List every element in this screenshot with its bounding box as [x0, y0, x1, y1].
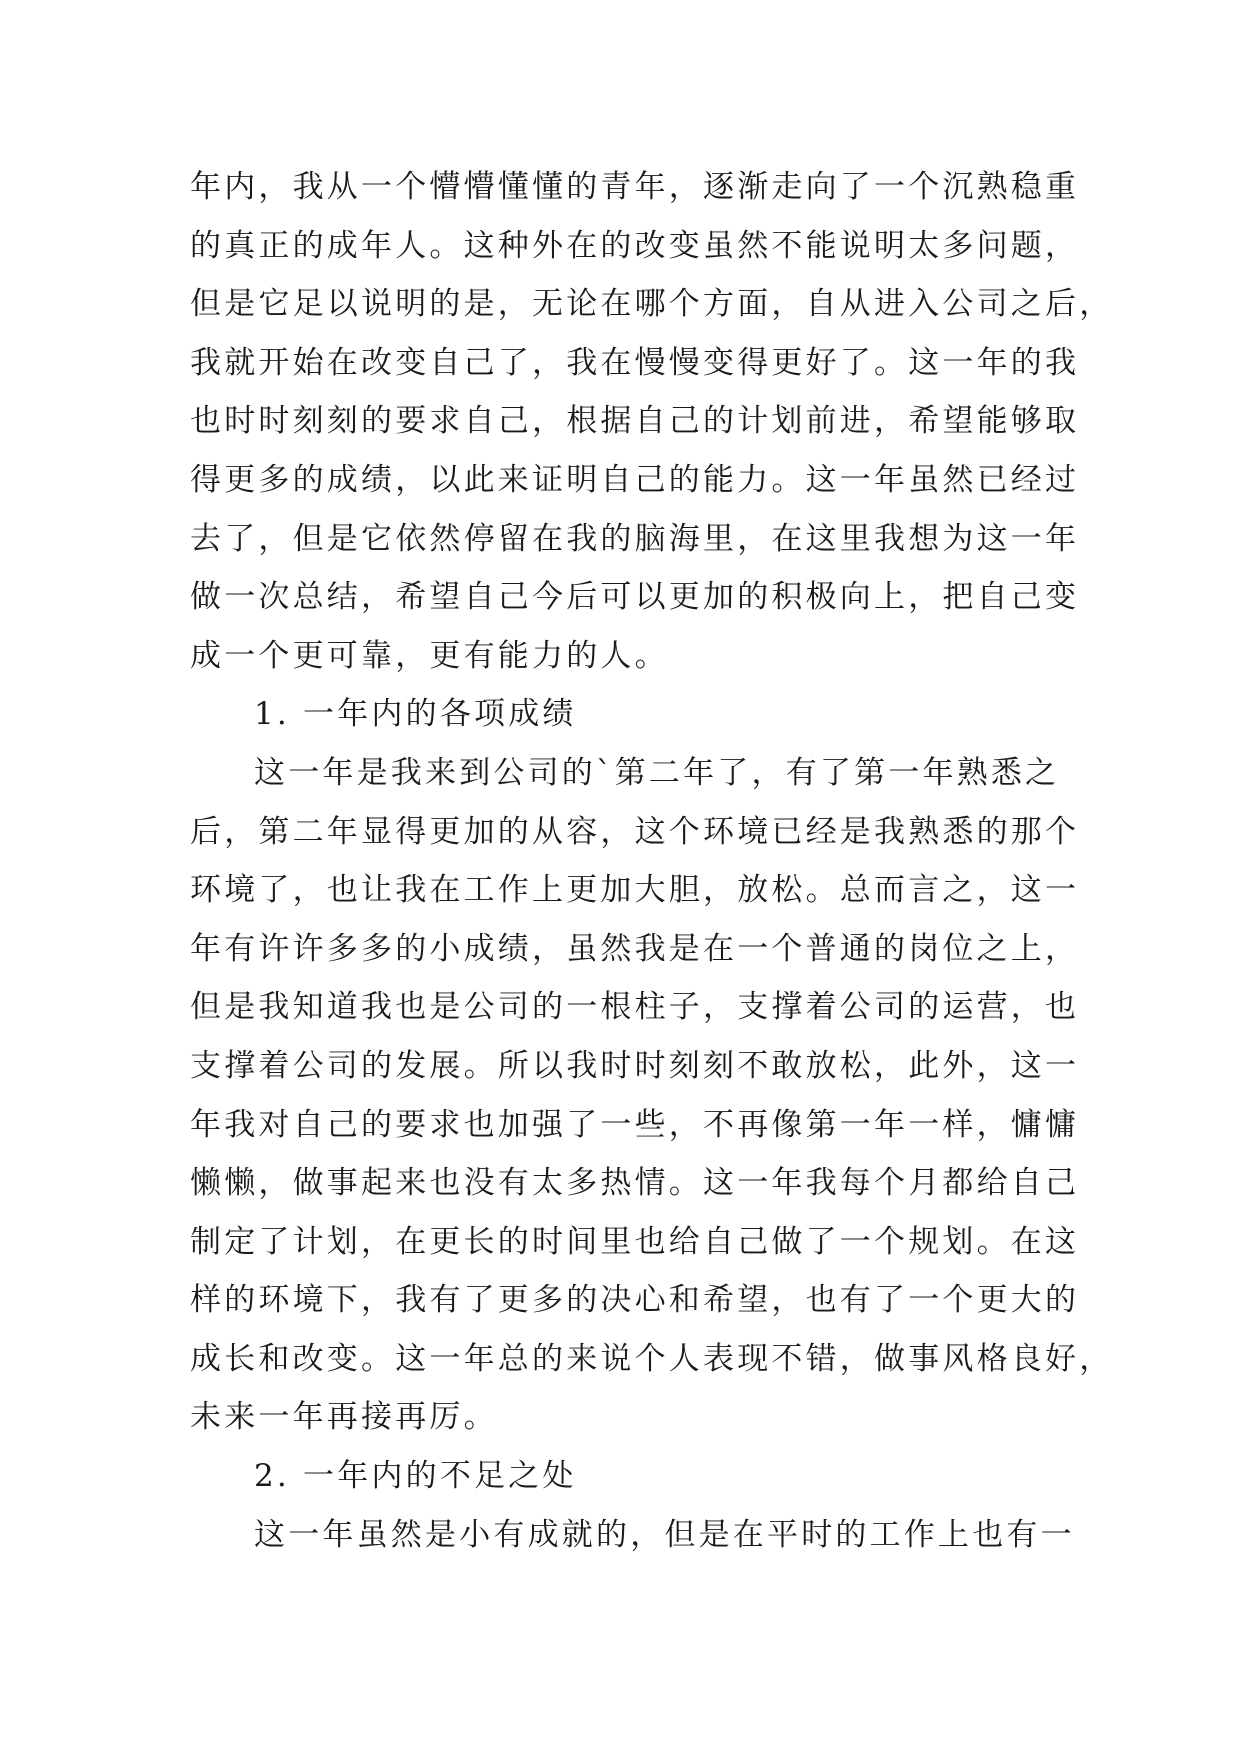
section-heading-shortcomings: 2. 一年内的不足之处	[254, 1458, 577, 1495]
paragraph-line: 成一个更可靠，更有能力的人。	[190, 637, 669, 674]
paragraph-line: 的真正的成年人。这种外在的改变虽然不能说明太多问题，	[190, 227, 1080, 264]
paragraph-line: 年有许许多多的小成绩，虽然我是在一个普通的岗位之上，	[190, 930, 1080, 967]
section-heading-achievements: 1. 一年内的各项成绩	[254, 696, 577, 733]
paragraph-line: 这一年是我来到公司的`第二年了，有了第一年熟悉之	[254, 754, 1060, 791]
paragraph-line: 未来一年再接再厉。	[190, 1399, 498, 1436]
paragraph-line: 成长和改变。这一年总的来说个人表现不错，做事风格良好，	[190, 1340, 1114, 1377]
paragraph-line: 支撑着公司的发展。所以我时时刻刻不敢放松，此外，这一	[190, 1047, 1080, 1084]
body-text	[190, 158, 1114, 1564]
paragraph-line: 年我对自己的要求也加强了一些，不再像第一年一样，慵慵	[190, 1106, 1080, 1143]
paragraph-line: 样的环境下，我有了更多的决心和希望，也有了一个更大的	[190, 1282, 1080, 1319]
paragraph-line: 做一次总结，希望自己今后可以更加的积极向上，把自己变	[190, 579, 1080, 616]
paragraph-line: 也时时刻刻的要求自己，根据自己的计划前进，希望能够取	[190, 403, 1080, 440]
paragraph-line: 后，第二年显得更加的从容，这个环境已经是我熟悉的那个	[190, 813, 1080, 850]
paragraph-line: 环境了，也让我在工作上更加大胆，放松。总而言之，这一	[190, 872, 1080, 909]
paragraph-line: 这一年虽然是小有成就的，但是在平时的工作上也有一	[254, 1516, 1075, 1553]
paragraph-line: 去了，但是它依然停留在我的脑海里，在这里我想为这一年	[190, 520, 1080, 557]
paragraph-line: 得更多的成绩，以此来证明自己的能力。这一年虽然已经过	[190, 461, 1080, 498]
paragraph-line: 制定了计划，在更长的时间里也给自己做了一个规划。在这	[190, 1223, 1080, 1260]
paragraph-line: 但是它足以说明的是，无论在哪个方面，自从进入公司之后，	[190, 286, 1114, 323]
paragraph-line: 年内，我从一个懵懵懂懂的青年，逐渐走向了一个沉熟稳重	[190, 169, 1080, 205]
paragraph-line: 我就开始在改变自己了，我在慢慢变得更好了。这一年的我	[190, 344, 1080, 381]
paragraph-line: 但是我知道我也是公司的一根柱子，支撑着公司的运营，也	[190, 989, 1080, 1026]
paragraph-line: 懒懒，做事起来也没有太多热情。这一年我每个月都给自己	[190, 1165, 1080, 1202]
